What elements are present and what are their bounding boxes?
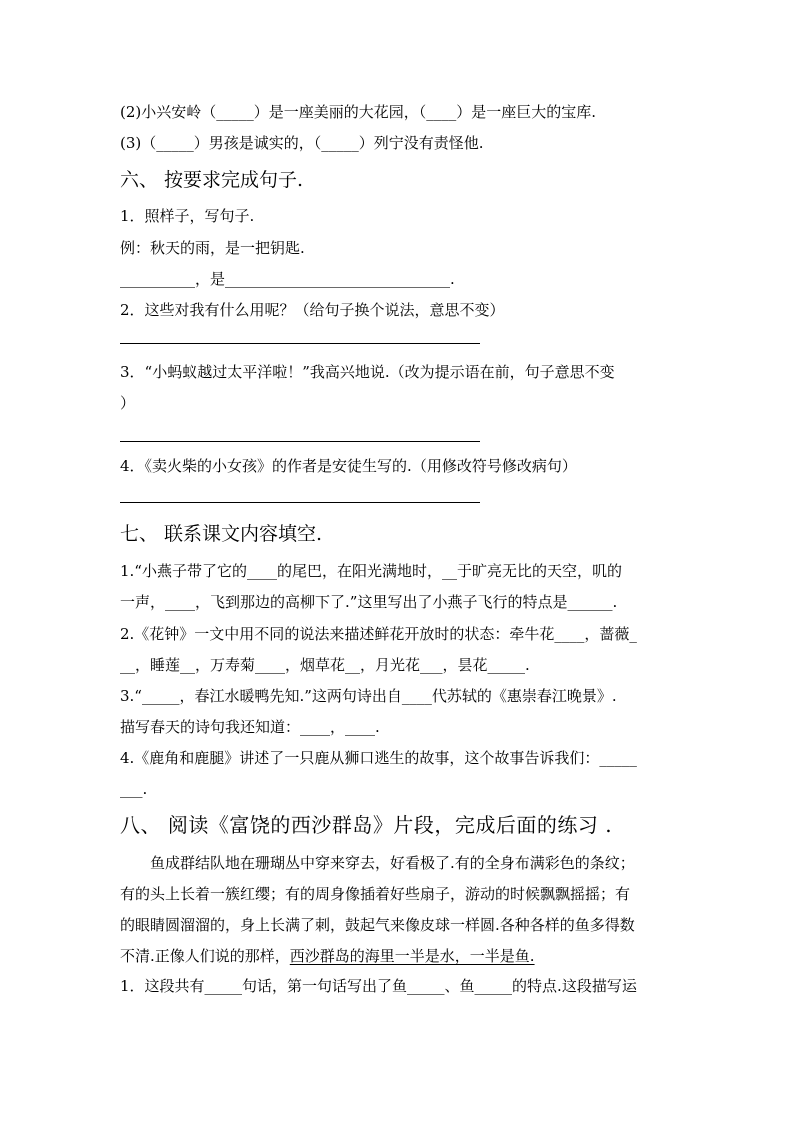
question-line: 一声，____，飞到那边的高柳下了.”这里写出了小燕子飞行的特点是______. [120,593,618,611]
answer-rule [120,441,480,442]
section-heading-7: 七、 联系课文内容填空. [120,523,323,545]
question-line: 4．《卖火柴的小女孩》的作者是安徒生写的.（用修改符号修改病句） [120,457,577,475]
passage-line [120,946,535,966]
question-line: 2．这些对我有什么用呢？（给句子换个说法，意思不变） [120,301,505,319]
question-line: __，睡莲__，万寿菊____，烟草花__，月光花___，昙花_____. [120,656,530,674]
question-line: ） [120,394,136,412]
question-line: (3)（_____）男孩是诚实的，（_____）列宁没有责怪他. [120,134,484,152]
passage-text: 不清.正像人们说的那样， [120,947,290,965]
answer-rule [120,502,480,503]
question-line: 1．照样子，写句子. [120,207,255,225]
question-line: 1．这段共有_____句话，第一句话写出了鱼_____、鱼_____的特点.这段描写运 [120,977,637,995]
answer-rule [120,343,480,344]
question-line: 3.“_____，春江水暖鸭先知.”这两句诗出自____代苏轼的《惠崇春江晚景》. [120,687,617,705]
passage-line: 有的头上长着一簇红缨；有的周身像插着好些扇子，游动的时候飘飘摇摇；有 [120,885,631,903]
question-line: 描写春天的诗句我还知道：____，____. [120,718,380,736]
question-line: (2)小兴安岭（_____）是一座美丽的大花园，（____）是一座巨大的宝库. [120,103,597,121]
question-line: 1.“小燕子带了它的____的尾巴，在阳光满地时，__于旷亮无比的天空，叽的 [120,562,622,580]
example-line: 例：秋天的雨，是一把钥匙. [120,239,305,257]
question-line: 4.《鹿角和鹿腿》讲述了一只鹿从狮口逃生的故事，这个故事告诉我们：_____ [120,749,637,767]
answer-template-line: __________，是______________________________. [120,270,455,288]
passage-line: 鱼成群结队地在珊瑚丛中穿来穿去，好看极了.有的全身布满彩色的条纹； [150,854,635,872]
question-line: 2.《花钟》一文中用不同的说法来描述鲜花开放时的状态：牵牛花____，蔷薇_ [120,625,637,643]
section-heading-6: 六、 按要求完成句子. [120,169,304,191]
question-line: ___. [120,780,148,798]
underlined-phrase: 西沙群岛的海里一半是水，一半是鱼. [289,947,535,965]
question-line: 3．“小蚂蚁越过太平洋啦！”我高兴地说.（改为提示语在前，句子意思不变 [120,363,615,381]
passage-line: 的眼睛圆溜溜的，身上长满了刺，鼓起气来像皮球一样圆.各种各样的鱼多得数 [120,916,635,934]
section-heading-8: 八、 阅读《富饶的西沙群岛》片段，完成后面的练习 . [120,813,613,837]
